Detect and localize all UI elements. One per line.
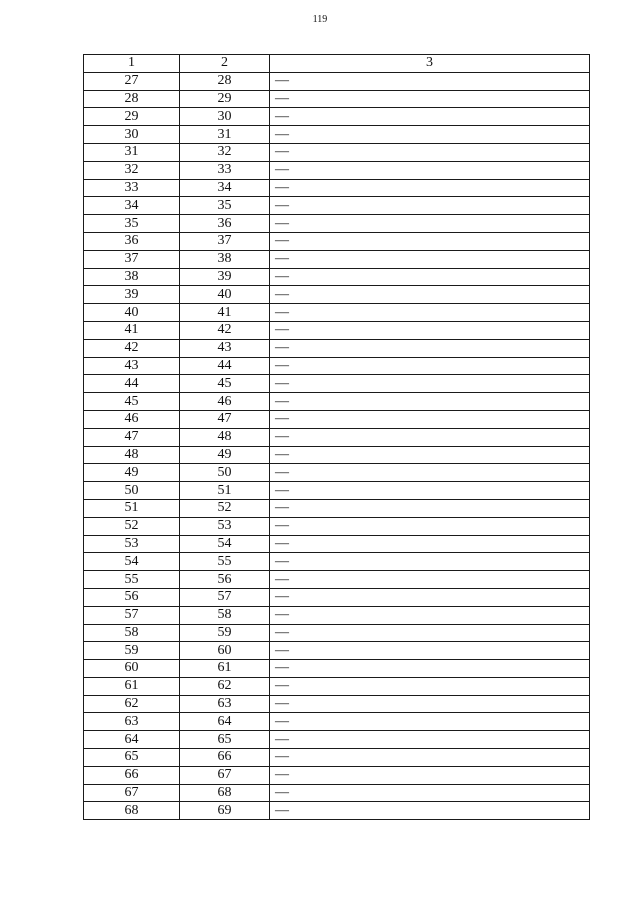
table-row (84, 482, 590, 500)
table-cell-col-2: 43 (180, 339, 270, 357)
table-cell-col-1: 48 (84, 446, 180, 464)
table-cell-col-2: 60 (180, 642, 270, 660)
table-cell-col-3: — (270, 126, 590, 144)
table-cell-col-2: 33 (180, 161, 270, 179)
table-cell-col-3: — (270, 215, 590, 233)
table-row (84, 304, 590, 322)
table-cell-col-3: — (270, 304, 590, 322)
table-body (84, 72, 590, 819)
table-row (84, 232, 590, 250)
table-row (84, 339, 590, 357)
table-cell-col-3: — (270, 499, 590, 517)
table-row (84, 375, 590, 393)
table-row (84, 428, 590, 446)
table-row (84, 108, 590, 126)
table-cell-col-1: 64 (84, 731, 180, 749)
table-row (84, 571, 590, 589)
table-cell-col-2: 51 (180, 482, 270, 500)
table-row (84, 802, 590, 820)
table-cell-col-3: — (270, 784, 590, 802)
table-cell-col-3: — (270, 695, 590, 713)
table-cell-col-2: 50 (180, 464, 270, 482)
table-row (84, 410, 590, 428)
data-table (83, 54, 590, 820)
table-cell-col-1: 37 (84, 250, 180, 268)
header-row (84, 55, 590, 73)
table-row (84, 357, 590, 375)
table-cell-col-1: 31 (84, 143, 180, 161)
table-cell-col-1: 60 (84, 660, 180, 678)
table-cell-col-1: 40 (84, 304, 180, 322)
table-row (84, 553, 590, 571)
table-cell-col-2: 39 (180, 268, 270, 286)
table-cell-col-2: 34 (180, 179, 270, 197)
table-cell-col-1: 42 (84, 339, 180, 357)
table-cell-col-2: 59 (180, 624, 270, 642)
table-cell-col-3: — (270, 393, 590, 411)
table-cell-col-2: 28 (180, 72, 270, 90)
table-cell-col-1: 53 (84, 535, 180, 553)
table-cell-col-3: — (270, 90, 590, 108)
table-row (84, 766, 590, 784)
table-row (84, 499, 590, 517)
table-cell-col-1: 41 (84, 321, 180, 339)
table-cell-col-3: — (270, 161, 590, 179)
table-row (84, 535, 590, 553)
table-cell-col-1: 49 (84, 464, 180, 482)
table-row (84, 143, 590, 161)
table-cell-col-3: — (270, 286, 590, 304)
table-cell-col-3: — (270, 108, 590, 126)
table-cell-col-2: 49 (180, 446, 270, 464)
table-cell-col-3: — (270, 766, 590, 784)
table-cell-col-3: — (270, 72, 590, 90)
column-header-1: 1 (84, 55, 180, 73)
table-cell-col-1: 30 (84, 126, 180, 144)
table-cell-col-2: 62 (180, 677, 270, 695)
table-cell-col-3: — (270, 428, 590, 446)
table-cell-col-2: 42 (180, 321, 270, 339)
table-cell-col-3: — (270, 731, 590, 749)
table-row (84, 179, 590, 197)
table-row (84, 713, 590, 731)
column-header-3: 3 (270, 55, 590, 73)
table-cell-col-1: 43 (84, 357, 180, 375)
table-cell-col-1: 27 (84, 72, 180, 90)
table-cell-col-2: 29 (180, 90, 270, 108)
table-cell-col-2: 45 (180, 375, 270, 393)
table-cell-col-3: — (270, 535, 590, 553)
table-cell-col-2: 40 (180, 286, 270, 304)
table-row (84, 286, 590, 304)
table-cell-col-1: 29 (84, 108, 180, 126)
table-cell-col-2: 52 (180, 499, 270, 517)
table-cell-col-2: 44 (180, 357, 270, 375)
table-cell-col-2: 32 (180, 143, 270, 161)
table-cell-col-2: 66 (180, 749, 270, 767)
table-cell-col-3: — (270, 588, 590, 606)
table-cell-col-1: 50 (84, 482, 180, 500)
table-cell-col-3: — (270, 606, 590, 624)
table-row (84, 606, 590, 624)
table-cell-col-1: 34 (84, 197, 180, 215)
table-cell-col-3: — (270, 713, 590, 731)
table-cell-col-3: — (270, 624, 590, 642)
table-cell-col-2: 61 (180, 660, 270, 678)
table-row (84, 197, 590, 215)
table-cell-col-3: — (270, 660, 590, 678)
table-row (84, 588, 590, 606)
table-cell-col-3: — (270, 232, 590, 250)
table-cell-col-1: 46 (84, 410, 180, 428)
table-cell-col-3: — (270, 339, 590, 357)
table-cell-col-1: 61 (84, 677, 180, 695)
table-row (84, 464, 590, 482)
table-cell-col-2: 30 (180, 108, 270, 126)
table-cell-col-2: 64 (180, 713, 270, 731)
table-cell-col-3: — (270, 250, 590, 268)
table-cell-col-1: 66 (84, 766, 180, 784)
table-row (84, 749, 590, 767)
table-cell-col-1: 55 (84, 571, 180, 589)
table-cell-col-1: 57 (84, 606, 180, 624)
table-cell-col-3: — (270, 553, 590, 571)
table-cell-col-3: — (270, 321, 590, 339)
table-cell-col-1: 38 (84, 268, 180, 286)
table-cell-col-1: 68 (84, 802, 180, 820)
table-cell-col-1: 32 (84, 161, 180, 179)
table-cell-col-1: 56 (84, 588, 180, 606)
table-cell-col-2: 63 (180, 695, 270, 713)
table-cell-col-1: 54 (84, 553, 180, 571)
table-cell-col-3: — (270, 482, 590, 500)
table-cell-col-1: 63 (84, 713, 180, 731)
table-row (84, 784, 590, 802)
table-cell-col-2: 38 (180, 250, 270, 268)
table-row (84, 215, 590, 233)
table-cell-col-1: 59 (84, 642, 180, 660)
table-cell-col-2: 48 (180, 428, 270, 446)
table-cell-col-2: 53 (180, 517, 270, 535)
table-cell-col-1: 47 (84, 428, 180, 446)
table-cell-col-2: 57 (180, 588, 270, 606)
table-cell-col-1: 36 (84, 232, 180, 250)
table-cell-col-3: — (270, 179, 590, 197)
table-cell-col-3: — (270, 197, 590, 215)
page-number: 119 (312, 14, 328, 25)
table-cell-col-2: 31 (180, 126, 270, 144)
table-cell-col-3: — (270, 375, 590, 393)
table-cell-col-1: 28 (84, 90, 180, 108)
table-row (84, 624, 590, 642)
table-header (84, 55, 590, 73)
table-cell-col-3: — (270, 464, 590, 482)
table-row (84, 72, 590, 90)
table-cell-col-2: 58 (180, 606, 270, 624)
table-row (84, 90, 590, 108)
table-cell-col-3: — (270, 517, 590, 535)
table-cell-col-1: 33 (84, 179, 180, 197)
table-cell-col-2: 69 (180, 802, 270, 820)
table-cell-col-1: 62 (84, 695, 180, 713)
table-cell-col-1: 65 (84, 749, 180, 767)
table-cell-col-3: — (270, 446, 590, 464)
table-cell-col-1: 35 (84, 215, 180, 233)
table-cell-col-2: 35 (180, 197, 270, 215)
table-cell-col-2: 41 (180, 304, 270, 322)
table-cell-col-2: 67 (180, 766, 270, 784)
table-cell-col-3: — (270, 749, 590, 767)
table-cell-col-1: 45 (84, 393, 180, 411)
table-row (84, 660, 590, 678)
table-cell-col-3: — (270, 677, 590, 695)
table-cell-col-3: — (270, 802, 590, 820)
table-cell-col-2: 46 (180, 393, 270, 411)
table-row (84, 250, 590, 268)
table-row (84, 126, 590, 144)
table-row (84, 642, 590, 660)
table-cell-col-1: 67 (84, 784, 180, 802)
table-row (84, 517, 590, 535)
table-row (84, 268, 590, 286)
column-header-2: 2 (180, 55, 270, 73)
table-cell-col-2: 56 (180, 571, 270, 589)
table-cell-col-3: — (270, 268, 590, 286)
table-cell-col-3: — (270, 143, 590, 161)
table-cell-col-1: 44 (84, 375, 180, 393)
table-cell-col-1: 39 (84, 286, 180, 304)
table-cell-col-2: 54 (180, 535, 270, 553)
table-row (84, 393, 590, 411)
table-row (84, 446, 590, 464)
table-cell-col-3: — (270, 410, 590, 428)
table-cell-col-2: 55 (180, 553, 270, 571)
table-row (84, 677, 590, 695)
table-cell-col-2: 36 (180, 215, 270, 233)
table-cell-col-3: — (270, 357, 590, 375)
table-row (84, 695, 590, 713)
table-cell-col-2: 47 (180, 410, 270, 428)
table-cell-col-1: 52 (84, 517, 180, 535)
table-row (84, 321, 590, 339)
table-cell-col-1: 51 (84, 499, 180, 517)
table-cell-col-2: 65 (180, 731, 270, 749)
table-cell-col-3: — (270, 642, 590, 660)
table-row (84, 161, 590, 179)
table-cell-col-3: — (270, 571, 590, 589)
table-cell-col-1: 58 (84, 624, 180, 642)
table-row (84, 731, 590, 749)
table-cell-col-2: 68 (180, 784, 270, 802)
table-cell-col-2: 37 (180, 232, 270, 250)
